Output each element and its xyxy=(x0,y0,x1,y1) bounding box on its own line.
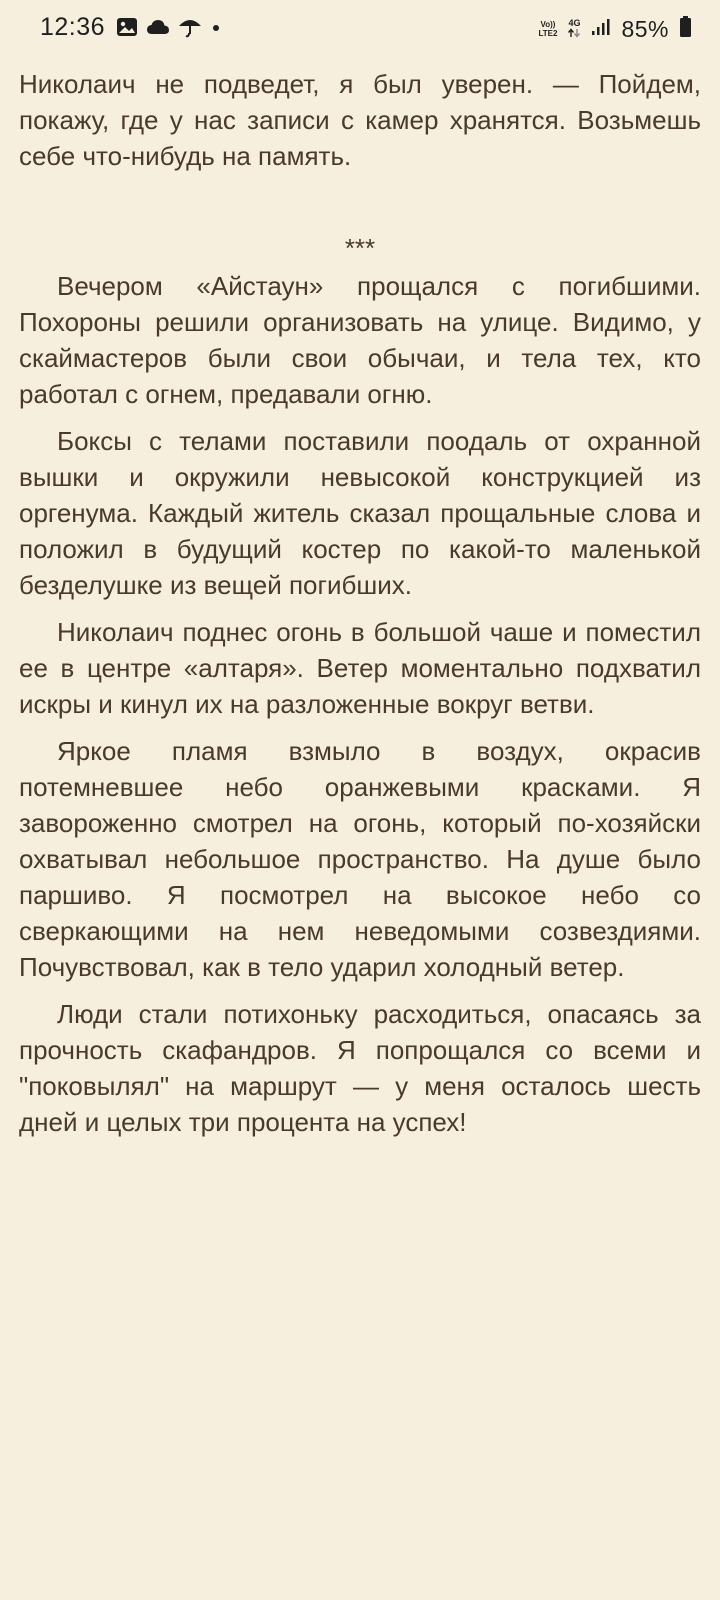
book-paragraph: Вечером «Айстаун» прощался с погибшими. Похороны решили организовать на улице. Видимо, у скаймастеров были свои обычаи, и тела тех, кто работал с огнем, предавали огню. xyxy=(19,271,701,409)
book-paragraph: Николаич не подведет, я был уверен. — Пойдем, покажу, где у нас записи с камер хранятся. Возьмешь себе что-нибудь на память. xyxy=(19,69,701,171)
volte-bottom: LTE2 xyxy=(538,29,558,38)
data-arrows-icon xyxy=(567,28,581,40)
book-page[interactable] xyxy=(19,66,701,1151)
book-paragraph: Люди стали потихоньку расходиться, опасаясь за прочность скафандров. Я попрощался со всеми и "поковылял" на маршрут — у меня осталось шесть дней и целых три процента на успех! xyxy=(19,999,701,1137)
status-time: 12:36 xyxy=(40,13,106,41)
system-indicators xyxy=(538,12,692,46)
book-paragraph: Николаич поднес огонь в большой чаше и поместил ее в центре «алтаря». Ветер моментально подхватил искры и кинул их на разложенные вокруг ветви. xyxy=(19,617,701,719)
image-icon xyxy=(116,16,138,43)
status-bar xyxy=(0,0,720,58)
book-paragraph: Боксы с телами поставили поодаль от охранной вышки и окружили невысокой конструкцией из оргенума. Каждый житель сказал прощальные слова и положил в будущий костер по какой-то маленькой безделушке из вещей погибших. xyxy=(19,426,701,600)
battery-icon xyxy=(679,16,692,43)
dot-icon xyxy=(210,16,222,43)
signal-icon xyxy=(591,17,611,42)
cloud-icon xyxy=(146,16,170,43)
volte-top: Vo)) xyxy=(540,20,556,29)
battery-percent: 85% xyxy=(621,15,669,42)
umbrella-icon xyxy=(178,15,202,44)
network-indicator xyxy=(567,18,581,40)
section-separator: *** xyxy=(344,233,376,263)
volte-indicator xyxy=(538,20,557,38)
book-paragraph: Яркое пламя взмыло в воздух, окрасив потемневшее небо оранжевыми красками. Я завороженно смотрел на огонь, который по-хозяйски охватывал небольшое пространство. На душе было паршиво. Я посмотрел на высокое небо со сверкающими на нем неведомыми созвездиями. Почувствовал, как в тело ударил холодный ветер. xyxy=(19,736,701,982)
network-type: 4G xyxy=(568,18,581,28)
notification-icons xyxy=(116,16,222,42)
